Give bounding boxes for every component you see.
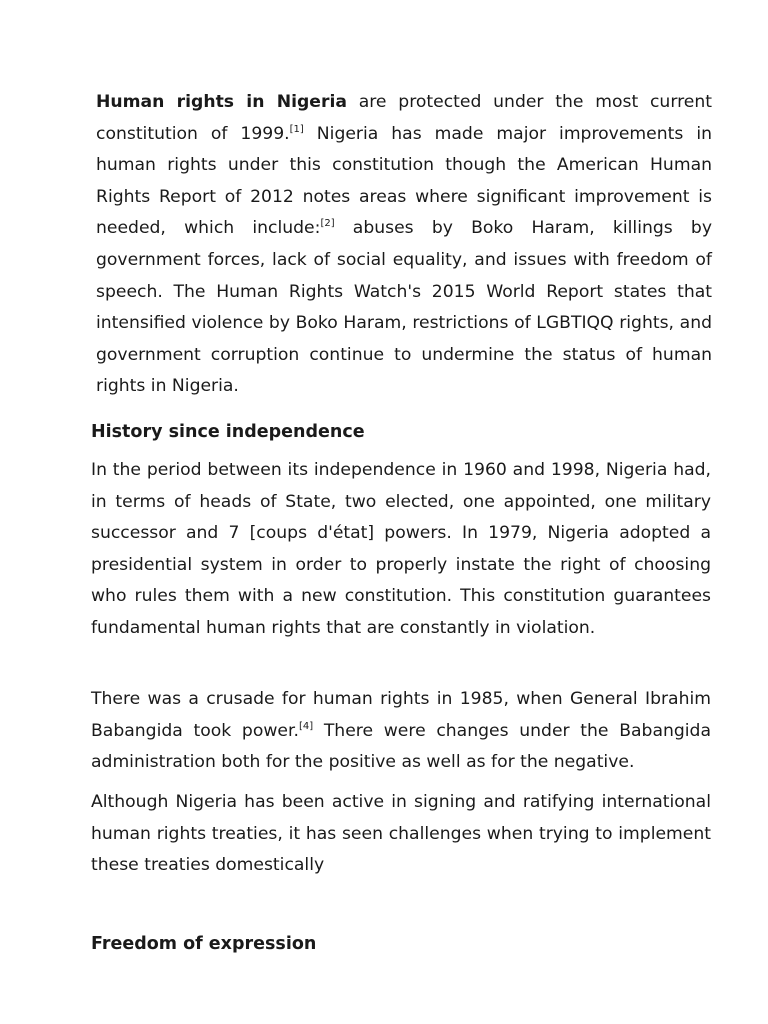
citation-4[interactable]: [4] <box>298 720 314 732</box>
history-paragraph-2-text-1: There was a crusade for human rights in 1985, when General Ibrahim Babangida took power. <box>91 689 711 741</box>
intro-text-2: Nigeria has made major improvements in human rights under this constitution though the American Human Rights Report of 2012 notes areas where significant improvement is needed, which include: <box>96 123 712 239</box>
history-heading: History since independence <box>91 422 365 442</box>
history-paragraph-2 <box>91 684 711 779</box>
intro-text-1: are protected under the most current constitution of 1999. <box>96 92 712 144</box>
history-paragraph-2-text-2: There were changes under the Babangida administration both for the positive as well as for the negative. <box>91 720 711 773</box>
freedom-heading: Freedom of expression <box>91 934 317 954</box>
history-paragraph-1: In the period between its independence in 1960 and 1998, Nigeria had, in terms of heads of State, two elected, one appointed, one military successor and 7 [coups d'état] powers. In 1979, Nigeria adopted a presidential system in order to properly instate the right of choosing who rules them with a new constitution. This constitution guarantees fundamental human rights that are constantly in violation. <box>91 460 711 638</box>
intro-bold-lead: Human rights in Nigeria <box>96 92 347 112</box>
citation-1[interactable]: [1] <box>289 123 304 135</box>
intro-paragraph <box>96 87 712 403</box>
history-paragraph-3: Although Nigeria has been active in signing and ratifying international human rights treaties, it has seen challenges when trying to implement these treaties domestically <box>91 792 711 876</box>
citation-2[interactable]: [2] <box>320 218 335 230</box>
intro-text-3: abuses by Boko Haram, killings by government forces, lack of social equality, and issues with freedom of speech. The Human Rights Watch's 2015 World Report states that intensified violence by Boko Haram, restrictions of LGBTIQQ rights, and government corruption continue to undermine the status of human rights in Nigeria. <box>96 218 713 397</box>
